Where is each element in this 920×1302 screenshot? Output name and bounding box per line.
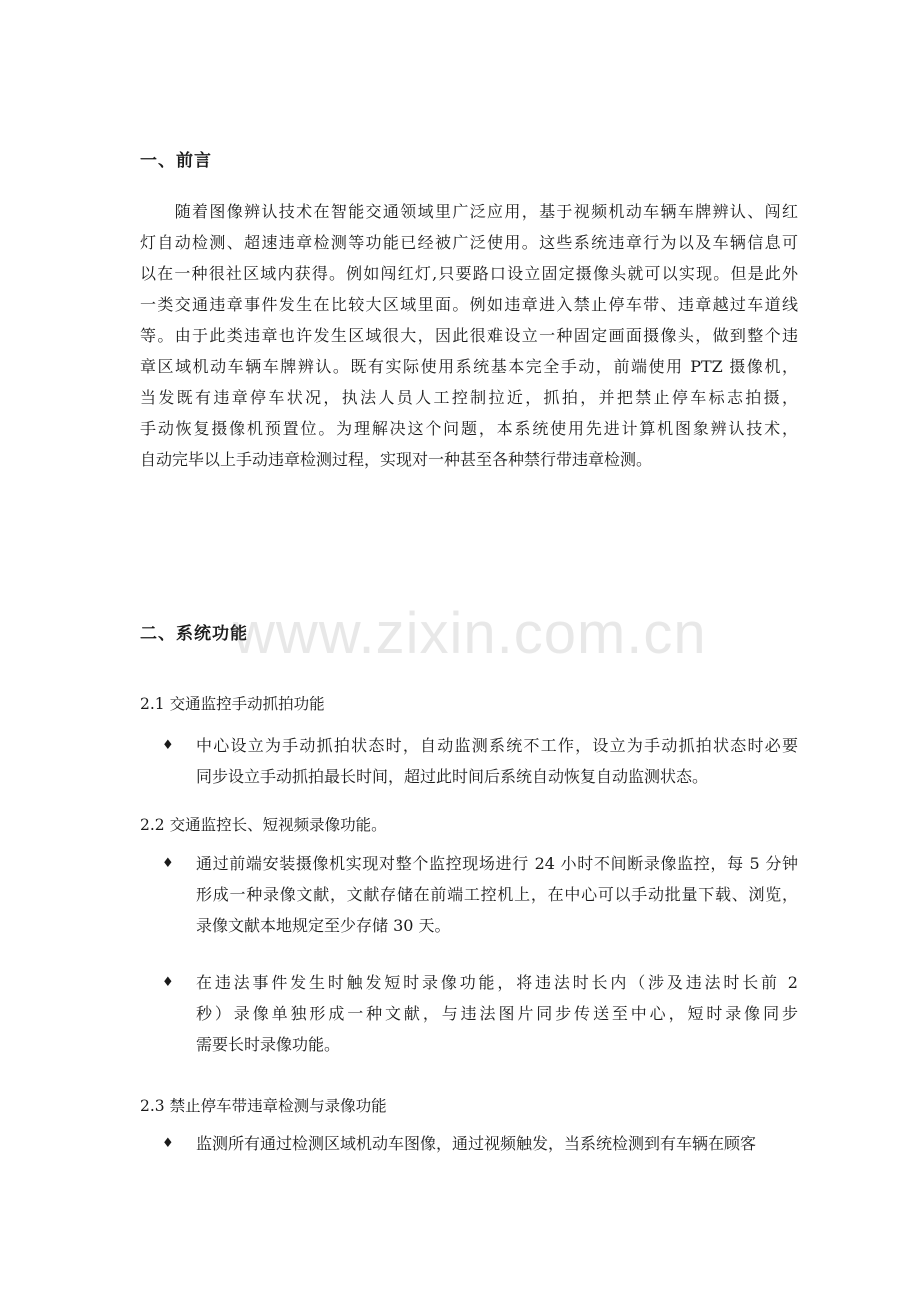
- diamond-bullet-icon: ♦: [162, 738, 174, 753]
- paragraph-line: 等。由于此类违章也许发生区域很大，因此很难设立一种固定画面摄像头，做到整个违: [140, 326, 798, 345]
- list-item-line: 通过前端安装摄像机实现对整个监控现场进行 24 小时不间断录像监控，每 5 分钟: [196, 854, 798, 873]
- paragraph-line: 以在一种很社区域内获得。例如闯红灯,只要路口设立固定摄像头就可以实现。但是此外: [140, 264, 798, 283]
- list-item-line: 形成一种录像文献，文献存储在前端工控机上，在中心可以手动批量下载、浏览，: [196, 885, 798, 904]
- diamond-bullet-icon: ♦: [162, 1136, 174, 1151]
- subsection-title-2-3: 2.3 禁止停车带违章检测与录像功能: [140, 1097, 387, 1115]
- list-item-line: 录像文献本地规定至少存储 30 天。: [196, 916, 451, 935]
- list-item-line: 同步设立手动抓拍最长时间，超过此时间后系统自动恢复自动监测状态。: [196, 767, 709, 786]
- list-item-line: 监测所有通过检测区域机动车图像，通过视频触发，当系统检测到有车辆在顾客: [196, 1134, 757, 1153]
- list-item-line: 需要长时录像功能。: [196, 1035, 341, 1054]
- subsection-title-2-1: 2.1 交通监控手动抓拍功能: [140, 695, 325, 713]
- list-item-line: 在违法事件发生时触发短时录像功能，将违法时长内（涉及违法时长前 2: [196, 973, 798, 992]
- paragraph-line: 当发既有违章停车状况，执法人员人工控制拉近，抓拍，并把禁止停车标志拍摄，: [140, 388, 798, 407]
- intro-paragraph: [140, 196, 798, 475]
- diamond-bullet-icon: ♦: [162, 975, 174, 990]
- paragraph-line: 随着图像辨认技术在智能交通领域里广泛应用，基于视频机动车辆车牌辨认、闯红: [140, 202, 798, 221]
- section-title-functions: 二、系统功能: [140, 624, 248, 644]
- paragraph-line: 自动完毕以上手动违章检测过程，实现对一种甚至各种禁行带违章检测。: [140, 450, 653, 469]
- diamond-bullet-icon: ♦: [162, 856, 174, 871]
- subsection-title-2-2: 2.2 交通监控长、短视频录像功能。: [140, 816, 387, 834]
- paragraph-line: 手动恢复摄像机预置位。为理解决这个问题，本系统使用先进计算机图象辨认技术，: [140, 419, 798, 438]
- paragraph-line: 章区域机动车辆车牌辨认。既有实际使用系统基本完全手动，前端使用 PTZ 摄像机，: [140, 357, 798, 376]
- paragraph-line: 灯自动检测、超速违章检测等功能已经被广泛使用。这些系统违章行为以及车辆信息可: [140, 233, 798, 252]
- list-item-line: 秒）录像单独形成一种文献，与违法图片同步传送至中心，短时录像同步: [196, 1004, 798, 1023]
- section-title-intro: 一、前言: [140, 151, 212, 171]
- watermark-text: www.zixin.com.cn: [233, 601, 707, 666]
- list-item-line: 中心设立为手动抓拍状态时，自动监测系统不工作，设立为手动抓拍状态时必要: [196, 736, 798, 755]
- paragraph-line: 一类交通违章事件发生在比较大区域里面。例如违章进入禁止停车带、违章越过车道线: [140, 295, 798, 314]
